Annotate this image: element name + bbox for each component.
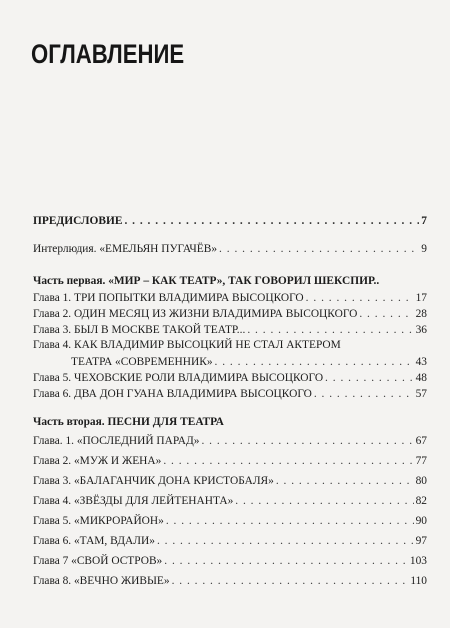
part-two-heading: Часть вторая. ПЕСНИ ДЛЯ ТЕАТРА bbox=[33, 416, 224, 428]
dot-leader bbox=[306, 291, 414, 305]
toc-entry-label: Глава 8. «ВЕЧНО ЖИВЫЕ» bbox=[33, 575, 170, 587]
toc-chapter bbox=[33, 355, 427, 369]
toc-entry-label: Глава 6. «ТАМ, ВДАЛИ» bbox=[33, 535, 155, 547]
toc-page-number: 7 bbox=[421, 215, 427, 227]
dot-leader bbox=[219, 242, 419, 256]
toc-page-number: 28 bbox=[415, 308, 427, 320]
dot-leader bbox=[201, 434, 413, 448]
dot-leader bbox=[163, 454, 413, 468]
toc-entry-label-continuation: ТЕАТРА «СОВРЕМЕННИК» bbox=[71, 356, 213, 368]
toc-entry-preface bbox=[33, 214, 427, 228]
part-one-heading: Часть первая. «МИР – КАК ТЕАТР», ТАК ГОВОРИЛ ШЕКСПИР.. bbox=[33, 275, 380, 287]
toc-chapter bbox=[33, 474, 427, 488]
toc-chapter bbox=[33, 434, 427, 448]
toc-chapter bbox=[33, 454, 427, 468]
toc-chapter bbox=[33, 494, 427, 508]
toc-entry-label: Глава 7 «СВОЙ ОСТРОВ» bbox=[33, 555, 163, 567]
dot-leader bbox=[247, 323, 413, 337]
toc-entry-interlude bbox=[33, 242, 427, 256]
dot-leader bbox=[235, 494, 413, 508]
toc-chapter bbox=[33, 371, 427, 385]
toc-entry-label: Глава 2. «МУЖ И ЖЕНА» bbox=[33, 455, 162, 467]
dot-leader bbox=[172, 574, 409, 588]
toc-chapter-label-line1: Глава 4. КАК ВЛАДИМИР ВЫСОЦКИЙ НЕ СТАЛ АКТЕРОМ bbox=[33, 339, 341, 351]
toc-page-number: 82 bbox=[415, 495, 427, 507]
toc-page-number: 43 bbox=[415, 356, 427, 368]
toc-chapter bbox=[33, 514, 427, 528]
toc-chapter bbox=[33, 387, 427, 401]
toc-chapter bbox=[33, 534, 427, 548]
toc-chapter bbox=[33, 323, 427, 337]
toc-entry-label: Глава 4. «ЗВЁЗДЫ ДЛЯ ЛЕЙТЕНАНТА» bbox=[33, 495, 234, 507]
dot-leader bbox=[124, 214, 419, 228]
toc-chapter bbox=[33, 554, 427, 568]
toc-page-number: 9 bbox=[421, 243, 427, 255]
toc-page-number: 90 bbox=[415, 515, 427, 527]
dot-leader bbox=[166, 514, 414, 528]
toc-entry-label: Глава 5. «МИКРОРАЙОН» bbox=[33, 515, 164, 527]
dot-leader bbox=[215, 355, 414, 369]
toc-page-number: 36 bbox=[415, 324, 427, 336]
dot-leader bbox=[325, 371, 414, 385]
toc-entry-label: Глава. 1. «ПОСЛЕДНИЙ ПАРАД» bbox=[33, 435, 200, 447]
dot-leader bbox=[164, 554, 408, 568]
dot-leader bbox=[157, 534, 414, 548]
dot-leader bbox=[359, 307, 413, 321]
toc-page-number: 103 bbox=[409, 555, 427, 567]
toc-page-number: 77 bbox=[415, 455, 427, 467]
toc-entry-label: ПРЕДИСЛОВИЕ bbox=[33, 215, 123, 227]
dot-leader bbox=[276, 474, 414, 488]
toc-chapter bbox=[33, 574, 427, 588]
toc-page-number: 17 bbox=[415, 292, 427, 304]
dot-leader bbox=[314, 387, 414, 401]
toc-page-number: 57 bbox=[415, 388, 427, 400]
toc-page-number: 97 bbox=[415, 535, 427, 547]
toc-entry-label: Интерлюдия. «ЕМЕЛЬЯН ПУГАЧЁВ» bbox=[33, 243, 218, 255]
toc-entry-label: Глава 6. ДВА ДОН ГУАНА ВЛАДИМИРА ВЫСОЦКОГО bbox=[33, 388, 312, 400]
toc-chapter bbox=[33, 307, 427, 321]
toc-entry-label: Глава 2. ОДИН МЕСЯЦ ИЗ ЖИЗНИ ВЛАДИМИРА ВЫСОЦКОГО bbox=[33, 308, 358, 320]
toc-entry-label: Глава 3. БЫЛ В МОСКВЕ ТАКОЙ ТЕАТР... bbox=[33, 324, 246, 336]
toc-entry-label: Глава 5. ЧЕХОВСКИЕ РОЛИ ВЛАДИМИРА ВЫСОЦКОГО bbox=[33, 372, 324, 384]
toc-page-number: 67 bbox=[415, 435, 427, 447]
toc-chapter bbox=[33, 291, 427, 305]
page-title: ОГЛАВЛЕНИЕ bbox=[31, 39, 185, 69]
toc-entry-label: Глава 3. «БАЛАГАНЧИК ДОНА КРИСТОБАЛЯ» bbox=[33, 475, 274, 487]
toc-page-number: 80 bbox=[415, 475, 427, 487]
toc-entry-label: Глава 1. ТРИ ПОПЫТКИ ВЛАДИМИРА ВЫСОЦКОГО bbox=[33, 292, 304, 304]
toc-page-number: 110 bbox=[410, 575, 427, 587]
toc-page-number: 48 bbox=[415, 372, 427, 384]
